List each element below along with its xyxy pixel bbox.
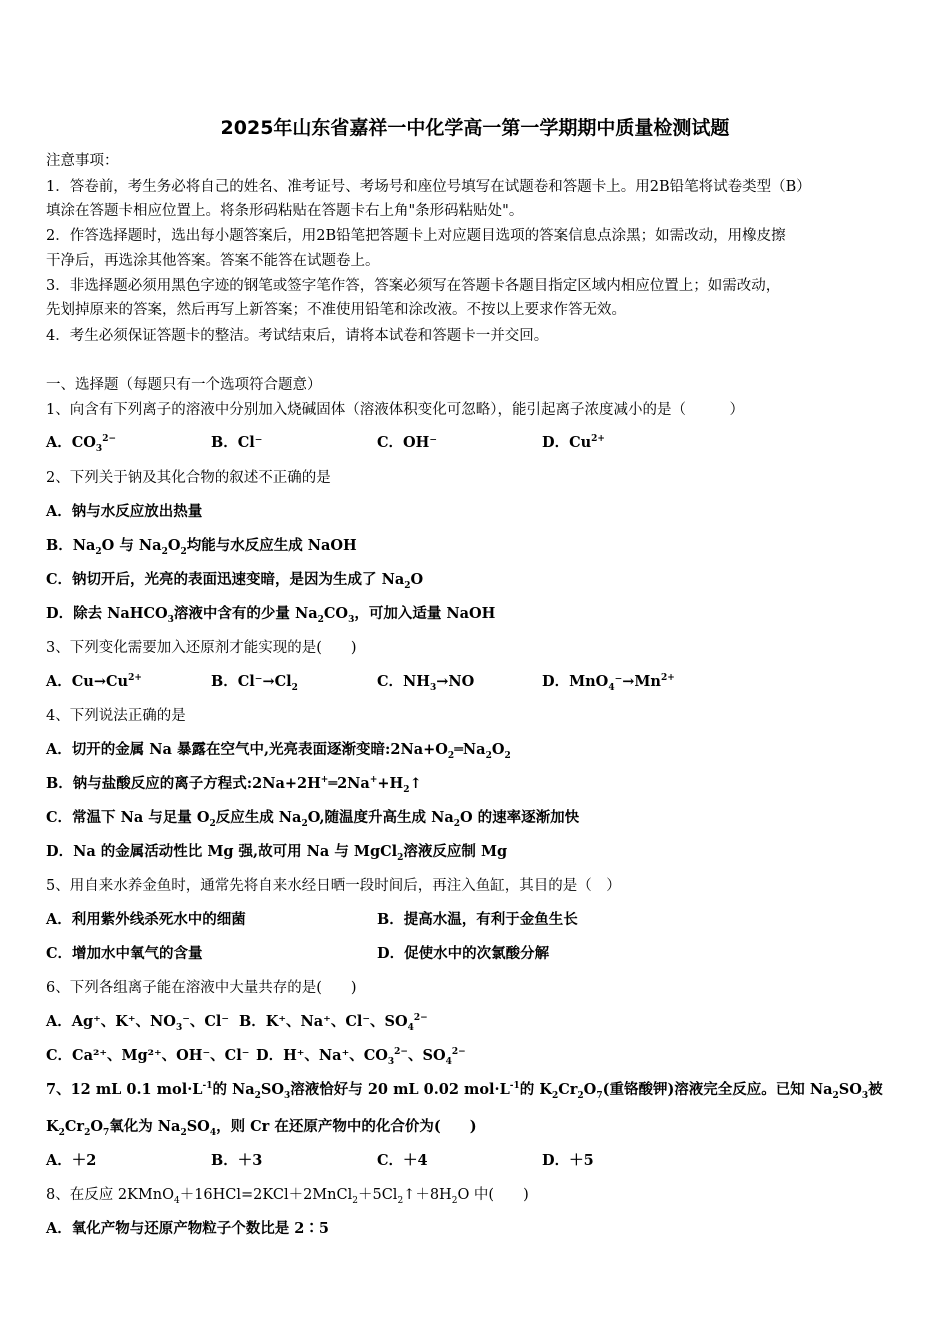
option-a: A．$CO_3^{2-}$ — [46, 434, 116, 454]
option-a: A．钠与水反应放出热量 — [46, 503, 203, 520]
question-1-stem: 1、向含有下列离子的溶液中分别加入烧碱固体（溶液体积变化可忽略），能引起离子浓度减小的是（ ） — [46, 402, 744, 418]
notice-line: 1．答卷前，考生务必将自己的姓名、准考证号、考场号和座位号填写在试题卷和答题卡上。用2B铅笔将试卷类型（B） — [46, 179, 811, 195]
option-c: C．OH⁻ — [377, 434, 438, 451]
option-d: D．＋5 — [542, 1152, 594, 1169]
notice-line: 填涂在答题卡相应位置上。将条形码粘贴在答题卡右上角"条形码粘贴处"。 — [46, 203, 524, 219]
option-c: C．钠切开后，光亮的表面迅速变暗，是因为生成了 $Na_2O$ — [46, 571, 424, 591]
question-7-stem-line2: $K_2Cr_2O_7$氧化为 $Na_2SO_4$，则 Cr 在还原产物中的化合价为( ) — [46, 1118, 477, 1138]
section-heading: 一、选择题（每题只有一个选项符合题意） — [46, 377, 322, 393]
option-b: B．提高水温，有利于金鱼生长 — [377, 911, 578, 928]
option-c: C．$NH_3\to NO$ — [377, 673, 475, 693]
option-a: A．氧化产物与还原产物粒子个数比是 2∶5 — [46, 1220, 329, 1237]
question-8-stem: 8、在反应 $2KMnO_4+16HCl=2KCl+2MnCl_2+5Cl_2↑+8H_2O$ 中( ) — [46, 1187, 529, 1206]
option-d: D．Na 的金属活动性比 Mg 强,故可用 Na 与 MgCl$_2$溶液反应制 Mg — [46, 843, 508, 863]
option-b: B．K⁺、Na⁺、Cl⁻、$SO_4^{2-}$ — [239, 1013, 428, 1033]
option-b: B．$Cl^-\to Cl_2$ — [211, 673, 298, 693]
option-a: A．利用紫外线杀死水中的细菌 — [46, 911, 246, 928]
option-a: A．＋2 — [46, 1152, 97, 1169]
option-d: D．H⁺、Na⁺、$CO_3^{2-}$、$SO_4^{2-}$ — [256, 1047, 466, 1067]
option-b: B．＋3 — [211, 1152, 263, 1169]
option-a: A．$Cu\to Cu^{2+}$ — [46, 673, 142, 690]
question-7-stem-line1: 7、12 mL 0.1 $mol\cdot L^{-1}$的 $Na_2SO_3$溶液恰好与 20 mL 0.02 $mol\cdot L^{-1}$的 $K_2Cr_2O_7$(重铬酸钾)溶液完全反应。已知 $Na_2SO_3$被 — [46, 1081, 883, 1101]
option-c: C．＋4 — [377, 1152, 428, 1169]
notice-line: 先划掉原来的答案，然后再写上新答案；不准使用铅笔和涂改液。不按以上要求作答无效。 — [46, 302, 626, 318]
option-b: B．钠与盐酸反应的离子方程式$:2Na+2H^+═2Na^++H_2↑$ — [46, 775, 422, 795]
option-d: D．除去 NaHCO$_3$溶液中含有的少量 $Na_2CO_3$，可加入适量 NaOH — [46, 605, 496, 625]
notice-line: 干净后，再选涂其他答案。答案不能答在试题卷上。 — [46, 253, 380, 269]
question-5-stem: 5、用自来水养金鱼时，通常先将自来水经日晒一段时间后，再注入鱼缸，其目的是（ ） — [46, 878, 621, 894]
question-2-stem: 2、下列关于钠及其化合物的叙述不正确的是 — [46, 470, 331, 486]
page-title: 2025年山东省嘉祥一中化学高一第一学期期中质量检测试题 — [220, 117, 730, 139]
option-b: B．Cl⁻ — [211, 434, 263, 451]
notice-heading: 注意事项： — [46, 153, 119, 169]
option-c: C．增加水中氧气的含量 — [46, 945, 203, 962]
question-6-stem: 6、下列各组离子能在溶液中大量共存的是( ) — [46, 980, 357, 996]
option-a: A．切开的金属 Na 暴露在空气中,光亮表面逐渐变暗$:2Na+O_2═Na_2O_2$ — [46, 741, 511, 761]
question-3-stem: 3、下列变化需要加入还原剂才能实现的是( ) — [46, 640, 357, 656]
option-a: A．Ag⁺、K⁺、$NO_3^-$、Cl⁻ — [46, 1013, 230, 1033]
question-4-stem: 4、下列说法正确的是 — [46, 708, 186, 724]
notice-line: 3．非选择题必须用黑色字迹的钢笔或签字笔作答，答案必须写在答题卡各题目指定区域内相应位置上；如需改动， — [46, 278, 781, 294]
option-d: D．$MnO_4^-\to Mn^{2+}$ — [542, 673, 675, 693]
option-b: B．$Na_2O$ 与 $Na_2O_2$均能与水反应生成 NaOH — [46, 537, 357, 557]
option-c: C．Ca²⁺、Mg²⁺、OH⁻、Cl⁻ — [46, 1047, 250, 1064]
option-d: D．促使水中的次氯酸分解 — [377, 945, 550, 962]
option-d: D．$Cu^{2+}$ — [542, 434, 605, 451]
notice-line: 2．作答选择题时，选出每小题答案后，用2B铅笔把答题卡上对应题目选项的答案信息点涂黑；如需改动，用橡皮擦 — [46, 228, 786, 244]
notice-line: 4．考生必须保证答题卡的整洁。考试结束后，请将本试卷和答题卡一并交回。 — [46, 328, 549, 344]
option-c: C．常温下 Na 与足量 $O_2$反应生成 $Na_2O$,随温度升高生成 $Na_2O$ 的速率逐渐加快 — [46, 809, 580, 829]
